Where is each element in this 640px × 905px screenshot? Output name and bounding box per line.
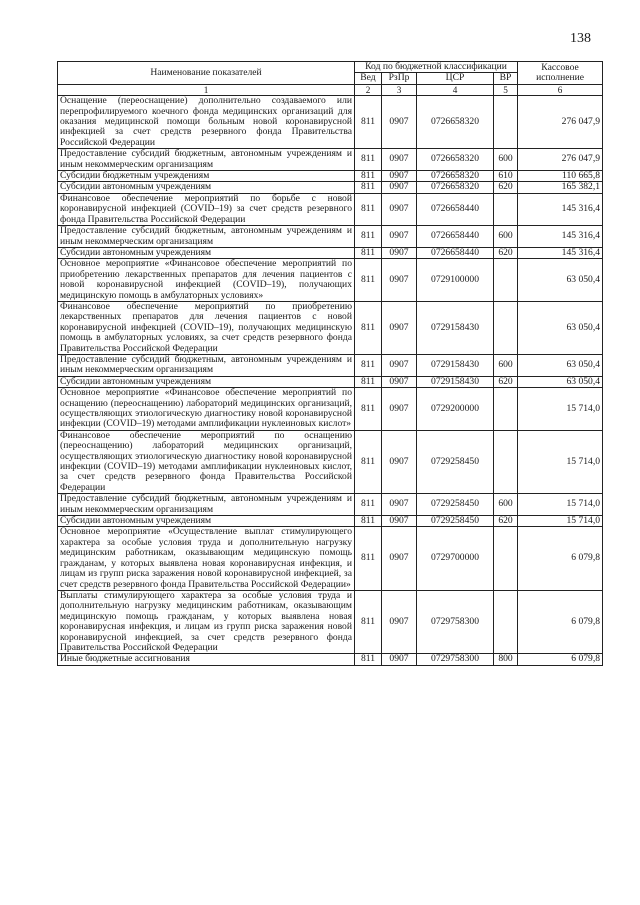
row-rzpr: 0907 [382,149,417,171]
row-vr [494,96,518,149]
row-rzpr: 0907 [382,171,417,182]
column-number: 2 [355,84,382,95]
row-ved: 811 [355,388,382,431]
row-name: Финансовое обеспечение мероприятий по приобретению лекарственных препаратов для лечения пациентов с новой коронавирусной инфекцией (COVID–19), получающих медицинскую помощь в амбулаторных условиях, за счет средств резервного фонда Правительства Российской Федерации [58,301,355,354]
column-number: 3 [382,84,417,95]
row-ved: 811 [355,259,382,302]
row-name: Предоставление субсидий бюджетным, автономным учреждениям и иным некоммерческим организациям [58,354,355,376]
row-sum: 6 079,8 [518,527,603,590]
row-rzpr: 0907 [382,354,417,376]
row-name: Предоставление субсидий бюджетным, автономным учреждениям и иным некоммерческим организациям [58,494,355,516]
row-csr: 0729258450 [417,516,494,527]
row-vr [494,527,518,590]
row-csr: 0729258450 [417,494,494,516]
row-vr [494,430,518,493]
row-csr: 0729758300 [417,654,494,665]
table-row [58,193,603,225]
header-vr: ВР [494,73,518,84]
row-vr [494,388,518,431]
row-ved: 811 [355,247,382,258]
row-sum: 6 079,8 [518,590,603,653]
row-ved: 811 [355,494,382,516]
row-name: Выплаты стимулирующего характера за особые условия труда и дополнительную нагрузку медицинским работникам, оказывающим медицинскую помощь гражданам, у которых выявлена новая коронавирусная инфекция, и лицам из групп риска заражения новой коронавирусной инфекцией, за счет средств резервного фонда Правительства Российской Федерации [58,590,355,653]
row-ved: 811 [355,654,382,665]
header-classification: Код по бюджетной классификации [355,62,518,73]
row-ved: 811 [355,376,382,387]
row-ved: 811 [355,516,382,527]
row-csr: 0726658440 [417,226,494,248]
row-sum: 63 050,4 [518,376,603,387]
row-csr: 0726658320 [417,96,494,149]
table-row [58,301,603,354]
table-row [58,516,603,527]
row-vr [494,590,518,653]
row-rzpr: 0907 [382,226,417,248]
row-sum: 15 714,0 [518,430,603,493]
row-sum: 63 050,4 [518,259,603,302]
row-rzpr: 0907 [382,182,417,193]
row-vr: 620 [494,182,518,193]
budget-table [57,61,603,666]
row-sum: 63 050,4 [518,354,603,376]
table-row [58,494,603,516]
header-ved: Вед [355,73,382,84]
table-body [58,96,603,666]
row-rzpr: 0907 [382,494,417,516]
row-sum: 15 714,0 [518,494,603,516]
row-name: Субсидии автономным учреждениям [58,376,355,387]
row-csr: 0729158430 [417,376,494,387]
row-vr [494,193,518,225]
row-csr: 0729758300 [417,590,494,653]
table-row [58,247,603,258]
table-row [58,149,603,171]
row-csr: 0729200000 [417,388,494,431]
table-row [58,376,603,387]
row-ved: 811 [355,193,382,225]
row-rzpr: 0907 [382,247,417,258]
row-rzpr: 0907 [382,527,417,590]
row-sum: 276 047,9 [518,96,603,149]
row-csr: 0726658440 [417,193,494,225]
table-row [58,430,603,493]
row-sum: 15 714,0 [518,516,603,527]
row-sum: 145 316,4 [518,247,603,258]
row-name: Иные бюджетные ассигнования [58,654,355,665]
row-name: Основное мероприятие «Финансовое обеспечение мероприятий по приобретению лекарственных препаратов для лечения пациентов с новой коронавирусной инфекцией (COVID–19), получающих медицинскую помощь в амбулаторных условиях» [58,259,355,302]
row-ved: 811 [355,527,382,590]
row-vr: 600 [494,494,518,516]
row-ved: 811 [355,171,382,182]
row-ved: 811 [355,301,382,354]
row-ved: 811 [355,149,382,171]
row-rzpr: 0907 [382,388,417,431]
row-sum: 276 047,9 [518,149,603,171]
table-row [58,96,603,149]
row-csr: 0729258450 [417,430,494,493]
row-ved: 811 [355,354,382,376]
row-sum: 145 316,4 [518,193,603,225]
row-rzpr: 0907 [382,430,417,493]
column-number: 1 [58,84,355,95]
row-csr: 0726658320 [417,149,494,171]
row-vr: 610 [494,171,518,182]
column-number: 5 [494,84,518,95]
row-csr: 0726658440 [417,247,494,258]
table-row [58,654,603,665]
table-row [58,354,603,376]
column-number-row [58,84,603,95]
row-rzpr: 0907 [382,590,417,653]
table-row [58,590,603,653]
row-name: Предоставление субсидий бюджетным, автономным учреждениям и иным некоммерческим организациям [58,149,355,171]
row-ved: 811 [355,182,382,193]
row-ved: 811 [355,590,382,653]
table-row [58,259,603,302]
row-sum: 63 050,4 [518,301,603,354]
header-rzpr: РзПр [382,73,417,84]
row-sum: 145 316,4 [518,226,603,248]
row-name: Предоставление субсидий бюджетным, автономным учреждениям и иным некоммерческим организациям [58,226,355,248]
row-name: Основное мероприятие «Осуществление выплат стимулирующего характера за особые условия труда и дополнительную нагрузку медицинским работникам, оказывающим медицинскую помощь гражданам, у которых выявлена новая коронавирусная инфекция, и лицам из групп риска заражения новой коронавирусной инфекцией, за счет средств резервного фонда Правительства Российской Федерации» [58,527,355,590]
row-vr: 620 [494,516,518,527]
row-rzpr: 0907 [382,654,417,665]
row-rzpr: 0907 [382,301,417,354]
header-row [58,62,603,73]
row-vr [494,301,518,354]
header-name: Наименование показателей [58,62,355,85]
column-number: 4 [417,84,494,95]
table-row [58,226,603,248]
row-ved: 811 [355,226,382,248]
row-vr: 600 [494,226,518,248]
row-vr: 800 [494,654,518,665]
row-rzpr: 0907 [382,96,417,149]
row-name: Финансовое обеспечение мероприятий по оснащению (переоснащению) лабораторий медицинских организаций, осуществляющих этиологическую диагностику новой коронавирусной инфекции (COVID–19) методами амплификации нуклеиновых кислот, за счет средств резервного фонда Правительства Российской Федерации [58,430,355,493]
row-ved: 811 [355,96,382,149]
table-row [58,388,603,431]
header-csr: ЦСР [417,73,494,84]
page-number: 138 [570,31,591,46]
row-sum: 6 079,8 [518,654,603,665]
table-row [58,182,603,193]
row-rzpr: 0907 [382,193,417,225]
row-csr: 0729700000 [417,527,494,590]
row-vr [494,259,518,302]
row-name: Оснащение (переоснащение) дополнительно создаваемого или перепрофилируемого коечного фонда медицинских организаций для оказания медицинской помощи больным новой коронавирусной инфекцией за счет средств резервного фонда Правительства Российской Федерации [58,96,355,149]
row-csr: 0726658320 [417,182,494,193]
row-vr: 620 [494,247,518,258]
header-sum: Кассовое исполнение [518,62,603,85]
row-name: Финансовое обеспечение мероприятий по борьбе с новой коронавирусной инфекцией (COVID–19) за счет средств резервного фонда Правительства Российской Федерации [58,193,355,225]
table-row [58,171,603,182]
row-csr: 0729158430 [417,354,494,376]
row-rzpr: 0907 [382,259,417,302]
row-ved: 811 [355,430,382,493]
row-csr: 0729100000 [417,259,494,302]
row-vr: 620 [494,376,518,387]
row-name: Субсидии автономным учреждениям [58,182,355,193]
row-name: Основное мероприятие «Финансовое обеспечение мероприятий по оснащению (переоснащению) лабораторий медицинских организаций, осуществляющих этиологическую диагностику новой коронавирусной инфекции (COVID–19) методами амплификации нуклеиновых кислот» [58,388,355,431]
row-vr: 600 [494,354,518,376]
row-sum: 110 665,8 [518,171,603,182]
row-csr: 0729158430 [417,301,494,354]
row-rzpr: 0907 [382,516,417,527]
row-sum: 165 382,1 [518,182,603,193]
row-sum: 15 714,0 [518,388,603,431]
row-name: Субсидии автономным учреждениям [58,247,355,258]
row-csr: 0726658320 [417,171,494,182]
row-rzpr: 0907 [382,376,417,387]
table-row [58,527,603,590]
column-number: 6 [518,84,603,95]
row-name: Субсидии бюджетным учреждениям [58,171,355,182]
row-name: Субсидии автономным учреждениям [58,516,355,527]
row-vr: 600 [494,149,518,171]
